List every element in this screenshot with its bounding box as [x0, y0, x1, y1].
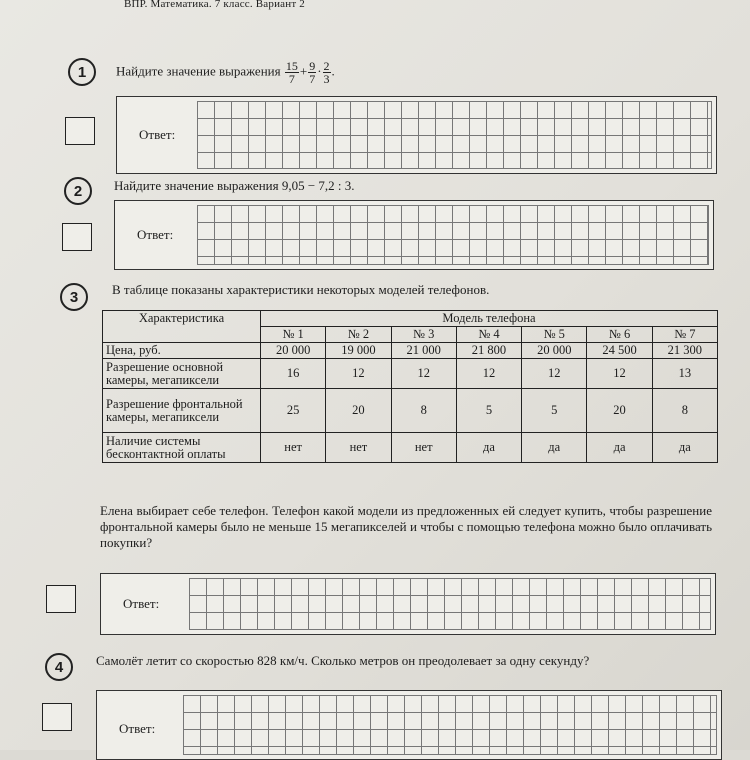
model-header: № 4 [456, 327, 521, 343]
table-cell: 20 [587, 389, 652, 433]
question-1-text [116, 60, 335, 85]
fraction-15-7 [285, 60, 299, 85]
question-4-number: 4 [45, 653, 73, 681]
model-header: № 3 [391, 327, 456, 343]
row-label: Разрешение фронтальной камеры, мегапиксели [103, 389, 261, 433]
table-cell: нет [391, 433, 456, 463]
question-1-prompt: Найдите значение выражения [116, 63, 281, 79]
model-header: № 5 [522, 327, 587, 343]
fraction-denominator: 7 [309, 72, 316, 86]
fraction-denominator: 7 [288, 72, 295, 86]
fraction-2-3 [323, 60, 331, 85]
question-3-number: 3 [60, 283, 88, 311]
table-cell: 8 [391, 389, 456, 433]
table-cell: 19 000 [326, 343, 391, 359]
answer-grid-3[interactable] [189, 578, 711, 630]
score-box-1[interactable] [65, 117, 95, 145]
answer-label: Ответ: [119, 721, 156, 736]
table-cell: 5 [522, 389, 587, 433]
phones-table [102, 310, 718, 463]
answer-grid-1[interactable] [197, 101, 712, 169]
table-cell: 20 000 [261, 343, 326, 359]
row-label: Цена, руб. [103, 343, 261, 359]
table-row-contactless [103, 433, 718, 463]
question-1-number: 1 [68, 58, 96, 86]
table-cell: 16 [261, 359, 326, 389]
table-cell: 13 [652, 359, 717, 389]
table-cell: 12 [456, 359, 521, 389]
table-cell: 20 000 [522, 343, 587, 359]
table-cell: 21 000 [391, 343, 456, 359]
table-group-header: Модель телефона [261, 311, 718, 327]
table-cell: 12 [326, 359, 391, 389]
answer-grid-4[interactable] [183, 695, 717, 755]
plus-sign: + [299, 63, 308, 79]
answer-area-1 [116, 96, 717, 174]
page-header: ВПР. Математика. 7 класс. Вариант 2 [124, 0, 305, 10]
table-cell: 20 [326, 389, 391, 433]
score-box-4[interactable] [42, 703, 72, 731]
score-box-2[interactable] [62, 223, 92, 251]
answer-label: Ответ: [139, 127, 176, 142]
table-cell: 12 [522, 359, 587, 389]
table-cell: 12 [587, 359, 652, 389]
question-2-number: 2 [64, 177, 92, 205]
table-row-front-camera [103, 389, 718, 433]
question-3-text: В таблице показаны характеристики некоторых моделей телефонов. [112, 282, 490, 297]
fraction-numerator: 15 [285, 59, 298, 73]
table-cell: да [456, 433, 521, 463]
table-cell: нет [326, 433, 391, 463]
model-header: № 7 [652, 327, 717, 343]
question-3-task: Елена выбирает себе телефон. Телефон какой модели из предложенных ей следует купить, чтобы разрешение фронтальной камеры было не меньше 15 мегапикселей и чтобы с помощью телефона можно было оплачивать покупки? [100, 503, 712, 550]
table-cell: 12 [391, 359, 456, 389]
question-4-text: Самолёт летит со скоростью 828 км/ч. Сколько метров он преодолевает за одну секунду? [96, 653, 590, 668]
model-header: № 2 [326, 327, 391, 343]
table-corner-header: Характеристика [103, 311, 261, 343]
answer-label: Ответ: [123, 596, 160, 611]
model-header: № 6 [587, 327, 652, 343]
row-label: Наличие системы бесконтактной оплаты [103, 433, 261, 463]
table-row-main-camera [103, 359, 718, 389]
table-cell: 5 [456, 389, 521, 433]
model-header: № 1 [261, 327, 326, 343]
table-cell: 21 300 [652, 343, 717, 359]
table-cell: да [522, 433, 587, 463]
table-cell: 25 [261, 389, 326, 433]
table-cell: да [587, 433, 652, 463]
table-row-price [103, 343, 718, 359]
fraction-numerator: 9 [309, 59, 316, 73]
table-cell: 8 [652, 389, 717, 433]
table-cell: нет [261, 433, 326, 463]
question-2-text: Найдите значение выражения 9,05 − 7,2 : 3. [114, 178, 355, 193]
answer-area-2 [114, 200, 714, 270]
period: . [331, 63, 335, 79]
table-cell: 24 500 [587, 343, 652, 359]
multiply-sign: · [317, 63, 322, 79]
table-cell: 21 800 [456, 343, 521, 359]
answer-label: Ответ: [137, 227, 174, 242]
answer-area-3 [100, 573, 716, 635]
fraction-denominator: 3 [323, 72, 330, 86]
fraction-9-7 [308, 60, 316, 85]
answer-grid-2[interactable] [197, 205, 709, 265]
row-label: Разрешение основной камеры, мегапиксели [103, 359, 261, 389]
table-cell: да [652, 433, 717, 463]
fraction-numerator: 2 [323, 59, 330, 73]
score-box-3[interactable] [46, 585, 76, 613]
